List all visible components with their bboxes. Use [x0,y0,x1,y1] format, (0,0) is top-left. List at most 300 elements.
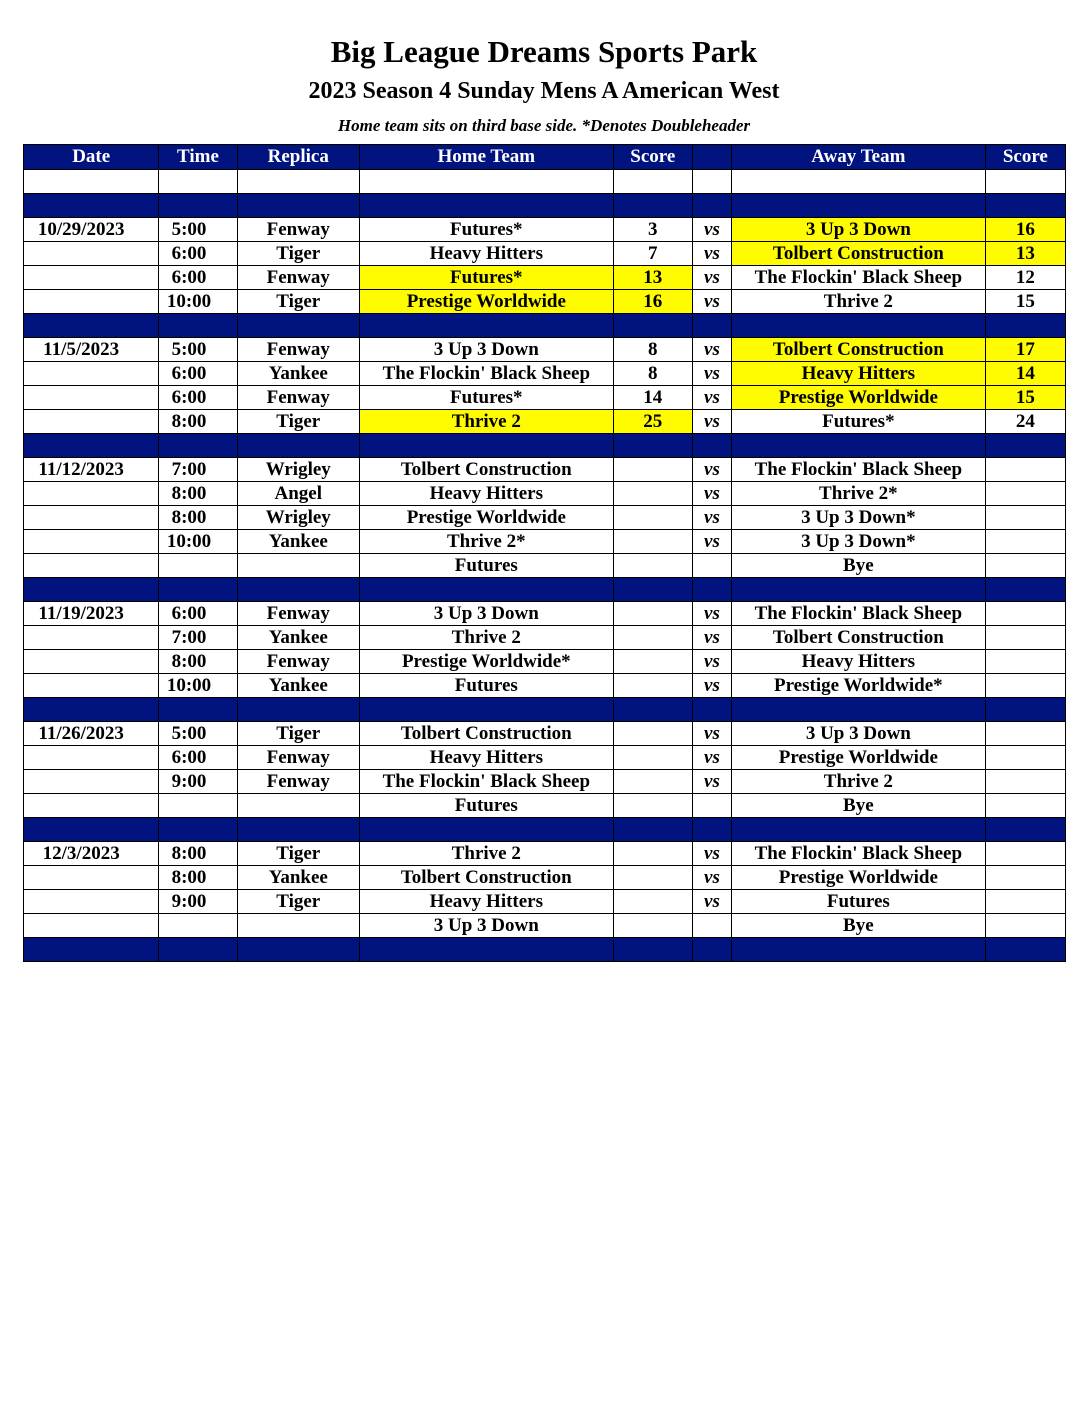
page-subtitle: 2023 Season 4 Sunday Mens A American West [308,78,780,104]
time-cell [159,554,237,578]
empty-cell [613,578,692,602]
game-row [24,218,1066,242]
vs-cell: vs [692,626,731,650]
away-team-cell: Tolbert Construction [731,626,985,650]
replica-cell: Fenway [237,218,359,242]
replica-cell: Tiger [237,842,359,866]
home-team-cell: 3 Up 3 Down [359,338,613,362]
away-team-cell: The Flockin' Black Sheep [731,842,985,866]
replica-cell: Tiger [237,722,359,746]
game-row [24,530,1066,554]
time-cell: 8:00 [159,866,237,890]
away-score-cell [985,602,1065,626]
home-team-cell: Tolbert Construction [359,458,613,482]
time-cell: 7:00 [159,626,237,650]
replica-cell: Tiger [237,890,359,914]
home-score-cell [613,554,692,578]
empty-cell [237,818,359,842]
table-header-row [24,145,1066,170]
game-row [24,722,1066,746]
vs-cell: vs [692,266,731,290]
date-cell [24,386,159,410]
date-cell [24,506,159,530]
time-cell: 8:00 [159,650,237,674]
game-row [24,338,1066,362]
home-team-cell: Futures [359,554,613,578]
empty-cell [237,194,359,218]
home-score-cell: 13 [613,266,692,290]
home-score-cell [613,530,692,554]
home-score-cell: 14 [613,386,692,410]
empty-cell [237,314,359,338]
away-score-cell [985,842,1065,866]
empty-cell [359,314,613,338]
date-cell [24,890,159,914]
time-cell: 10:00 [159,290,237,314]
away-score-cell [985,866,1065,890]
empty-cell [613,698,692,722]
empty-cell [237,698,359,722]
away-score-cell: 15 [985,290,1065,314]
empty-cell [731,938,985,962]
date-cell: 11/26/2023 [24,722,159,746]
time-cell: 8:00 [159,410,237,434]
time-cell: 6:00 [159,242,237,266]
empty-cell [692,698,731,722]
home-team-cell: 3 Up 3 Down [359,602,613,626]
time-cell: 5:00 [159,722,237,746]
away-team-cell: Tolbert Construction [731,242,985,266]
empty-cell [24,578,159,602]
empty-cell [159,578,237,602]
empty-cell [613,938,692,962]
week-separator-row [24,698,1066,722]
game-row [24,626,1066,650]
time-cell: 8:00 [159,482,237,506]
empty-cell [24,938,159,962]
away-team-cell: Thrive 2 [731,770,985,794]
empty-cell [985,818,1065,842]
replica-cell: Fenway [237,650,359,674]
game-row [24,266,1066,290]
home-score-cell [613,866,692,890]
away-team-cell: 3 Up 3 Down* [731,506,985,530]
away-score-cell: 12 [985,266,1065,290]
away-team-cell: Thrive 2* [731,482,985,506]
empty-cell [359,698,613,722]
empty-cell [731,434,985,458]
game-row [24,650,1066,674]
empty-cell [692,314,731,338]
home-team-cell: Thrive 2* [359,530,613,554]
empty-cell [985,194,1065,218]
away-score-cell: 17 [985,338,1065,362]
game-row [24,458,1066,482]
game-row [24,386,1066,410]
vs-cell: vs [692,290,731,314]
vs-cell: vs [692,242,731,266]
game-row [24,674,1066,698]
home-score-cell [613,722,692,746]
home-team-cell: Prestige Worldwide [359,506,613,530]
game-row [24,362,1066,386]
home-score-cell [613,602,692,626]
date-cell [24,554,159,578]
replica-cell: Yankee [237,362,359,386]
vs-cell: vs [692,770,731,794]
home-score-cell: 16 [613,290,692,314]
game-row [24,770,1066,794]
empty-cell [731,578,985,602]
home-score-cell [613,482,692,506]
date-cell [24,362,159,386]
home-score-cell [613,674,692,698]
away-score-cell [985,890,1065,914]
game-row [24,746,1066,770]
replica-cell [237,794,359,818]
vs-cell: vs [692,866,731,890]
home-score-cell [613,914,692,938]
empty-cell [985,170,1065,194]
replica-cell: Yankee [237,866,359,890]
home-team-cell: Thrive 2 [359,626,613,650]
home-score-cell [613,746,692,770]
replica-cell: Tiger [237,290,359,314]
replica-cell: Fenway [237,746,359,770]
away-team-cell: 3 Up 3 Down* [731,530,985,554]
away-team-cell: Futures* [731,410,985,434]
column-header-home-score: Score [613,145,692,170]
replica-cell: Fenway [237,338,359,362]
home-team-cell: The Flockin' Black Sheep [359,362,613,386]
bye-row [24,554,1066,578]
empty-cell [24,818,159,842]
home-team-cell: 3 Up 3 Down [359,914,613,938]
empty-cell [24,194,159,218]
empty-cell [692,194,731,218]
vs-cell [692,914,731,938]
blank-row [24,170,1066,194]
away-team-cell: Prestige Worldwide [731,746,985,770]
date-cell [24,626,159,650]
empty-cell [731,314,985,338]
page-note: Home team sits on third base side. *Denotes Doubleheader [337,116,751,135]
away-score-cell [985,794,1065,818]
away-team-cell: Bye [731,914,985,938]
date-cell [24,530,159,554]
empty-cell [24,698,159,722]
empty-cell [613,170,692,194]
week-separator-row [24,194,1066,218]
away-team-cell: Prestige Worldwide [731,866,985,890]
replica-cell: Wrigley [237,506,359,530]
away-score-cell [985,722,1065,746]
away-team-cell: 3 Up 3 Down [731,218,985,242]
home-team-cell: Futures* [359,218,613,242]
away-score-cell [985,458,1065,482]
away-team-cell: The Flockin' Black Sheep [731,266,985,290]
vs-cell [692,794,731,818]
date-cell: 11/12/2023 [24,458,159,482]
week-separator-row [24,938,1066,962]
empty-cell [731,818,985,842]
empty-cell [159,314,237,338]
empty-cell [159,194,237,218]
empty-cell [613,818,692,842]
replica-cell: Fenway [237,770,359,794]
vs-cell: vs [692,674,731,698]
game-row [24,866,1066,890]
vs-cell: vs [692,890,731,914]
empty-cell [359,938,613,962]
away-score-cell [985,674,1065,698]
replica-cell: Angel [237,482,359,506]
game-row [24,410,1066,434]
away-team-cell: Prestige Worldwide* [731,674,985,698]
week-separator-row [24,818,1066,842]
bye-row [24,794,1066,818]
vs-cell: vs [692,722,731,746]
time-cell: 5:00 [159,338,237,362]
empty-cell [731,698,985,722]
home-team-cell: Heavy Hitters [359,746,613,770]
vs-cell: vs [692,458,731,482]
vs-cell: vs [692,842,731,866]
time-cell [159,794,237,818]
empty-cell [692,938,731,962]
time-cell: 6:00 [159,602,237,626]
vs-cell: vs [692,410,731,434]
away-score-cell [985,482,1065,506]
date-cell [24,242,159,266]
date-cell [24,674,159,698]
week-separator-row [24,434,1066,458]
home-score-cell [613,458,692,482]
empty-cell [359,170,613,194]
replica-cell: Fenway [237,602,359,626]
replica-cell: Yankee [237,626,359,650]
game-row [24,242,1066,266]
home-score-cell [613,626,692,650]
game-row [24,506,1066,530]
empty-cell [359,578,613,602]
empty-cell [692,170,731,194]
time-cell: 10:00 [159,674,237,698]
empty-cell [985,578,1065,602]
home-score-cell [613,506,692,530]
vs-cell: vs [692,530,731,554]
away-team-cell: Bye [731,554,985,578]
time-cell: 7:00 [159,458,237,482]
home-score-cell: 7 [613,242,692,266]
replica-cell [237,914,359,938]
home-score-cell: 3 [613,218,692,242]
away-score-cell: 16 [985,218,1065,242]
bye-row [24,914,1066,938]
time-cell: 8:00 [159,506,237,530]
column-header-time: Time [159,145,237,170]
empty-cell [613,314,692,338]
empty-cell [159,170,237,194]
page-title: Big League Dreams Sports Park [330,34,758,69]
game-row [24,842,1066,866]
schedule-body [24,170,1066,962]
away-score-cell: 24 [985,410,1065,434]
vs-cell [692,554,731,578]
empty-cell [613,194,692,218]
vs-cell: vs [692,650,731,674]
away-score-cell [985,746,1065,770]
column-header-away-team: Away Team [731,145,985,170]
empty-cell [692,434,731,458]
home-score-cell [613,650,692,674]
vs-cell: vs [692,338,731,362]
replica-cell: Tiger [237,242,359,266]
away-team-cell: Thrive 2 [731,290,985,314]
column-header-replica: Replica [237,145,359,170]
home-score-cell [613,890,692,914]
time-cell: 6:00 [159,266,237,290]
home-team-cell: The Flockin' Black Sheep [359,770,613,794]
date-cell: 10/29/2023 [24,218,159,242]
vs-cell: vs [692,386,731,410]
column-header-vs [692,145,731,170]
away-score-cell [985,554,1065,578]
home-score-cell [613,794,692,818]
empty-cell [159,818,237,842]
empty-cell [731,194,985,218]
replica-cell: Yankee [237,674,359,698]
away-score-cell [985,506,1065,530]
date-cell [24,482,159,506]
home-score-cell [613,770,692,794]
vs-cell: vs [692,746,731,770]
date-cell [24,914,159,938]
empty-cell [985,698,1065,722]
column-header-date: Date [24,145,159,170]
vs-cell: vs [692,362,731,386]
away-team-cell: Heavy Hitters [731,362,985,386]
date-cell [24,650,159,674]
empty-cell [237,434,359,458]
date-cell [24,794,159,818]
game-row [24,890,1066,914]
empty-cell [24,314,159,338]
away-team-cell: The Flockin' Black Sheep [731,602,985,626]
empty-cell [692,818,731,842]
away-team-cell: The Flockin' Black Sheep [731,458,985,482]
column-header-away-score: Score [985,145,1065,170]
vs-cell: vs [692,506,731,530]
time-cell: 6:00 [159,386,237,410]
week-separator-row [24,314,1066,338]
empty-cell [731,170,985,194]
time-cell: 6:00 [159,362,237,386]
date-cell: 11/19/2023 [24,602,159,626]
home-team-cell: Tolbert Construction [359,722,613,746]
home-team-cell: Thrive 2 [359,842,613,866]
replica-cell: Fenway [237,266,359,290]
empty-cell [359,434,613,458]
empty-cell [359,818,613,842]
home-team-cell: Heavy Hitters [359,890,613,914]
home-team-cell: Futures* [359,386,613,410]
time-cell [159,914,237,938]
time-cell: 5:00 [159,218,237,242]
away-team-cell: Heavy Hitters [731,650,985,674]
date-cell: 11/5/2023 [24,338,159,362]
home-score-cell: 8 [613,338,692,362]
home-team-cell: Tolbert Construction [359,866,613,890]
date-cell [24,746,159,770]
replica-cell: Tiger [237,410,359,434]
away-team-cell: 3 Up 3 Down [731,722,985,746]
empty-cell [359,194,613,218]
vs-cell: vs [692,218,731,242]
empty-cell [985,434,1065,458]
away-score-cell [985,770,1065,794]
away-score-cell [985,914,1065,938]
week-separator-row [24,578,1066,602]
home-score-cell [613,842,692,866]
empty-cell [985,938,1065,962]
vs-cell: vs [692,602,731,626]
away-team-cell: Tolbert Construction [731,338,985,362]
away-score-cell: 13 [985,242,1065,266]
date-cell [24,266,159,290]
game-row [24,290,1066,314]
home-team-cell: Heavy Hitters [359,242,613,266]
column-header-home-team: Home Team [359,145,613,170]
home-team-cell: Prestige Worldwide [359,290,613,314]
vs-cell: vs [692,482,731,506]
time-cell: 6:00 [159,746,237,770]
empty-cell [159,698,237,722]
replica-cell: Yankee [237,530,359,554]
date-cell [24,290,159,314]
game-row [24,482,1066,506]
date-cell [24,866,159,890]
home-score-cell: 8 [613,362,692,386]
date-cell [24,770,159,794]
empty-cell [237,578,359,602]
empty-cell [159,938,237,962]
replica-cell: Fenway [237,386,359,410]
away-team-cell: Futures [731,890,985,914]
time-cell: 8:00 [159,842,237,866]
away-score-cell [985,626,1065,650]
empty-cell [985,314,1065,338]
away-score-cell [985,530,1065,554]
home-team-cell: Futures [359,794,613,818]
date-cell [24,410,159,434]
empty-cell [692,578,731,602]
home-team-cell: Futures* [359,266,613,290]
home-team-cell: Heavy Hitters [359,482,613,506]
time-cell: 10:00 [159,530,237,554]
time-cell: 9:00 [159,890,237,914]
empty-cell [237,938,359,962]
away-team-cell: Prestige Worldwide [731,386,985,410]
away-team-cell: Bye [731,794,985,818]
game-row [24,602,1066,626]
empty-cell [159,434,237,458]
replica-cell [237,554,359,578]
replica-cell: Wrigley [237,458,359,482]
away-score-cell [985,650,1065,674]
home-team-cell: Futures [359,674,613,698]
time-cell: 9:00 [159,770,237,794]
